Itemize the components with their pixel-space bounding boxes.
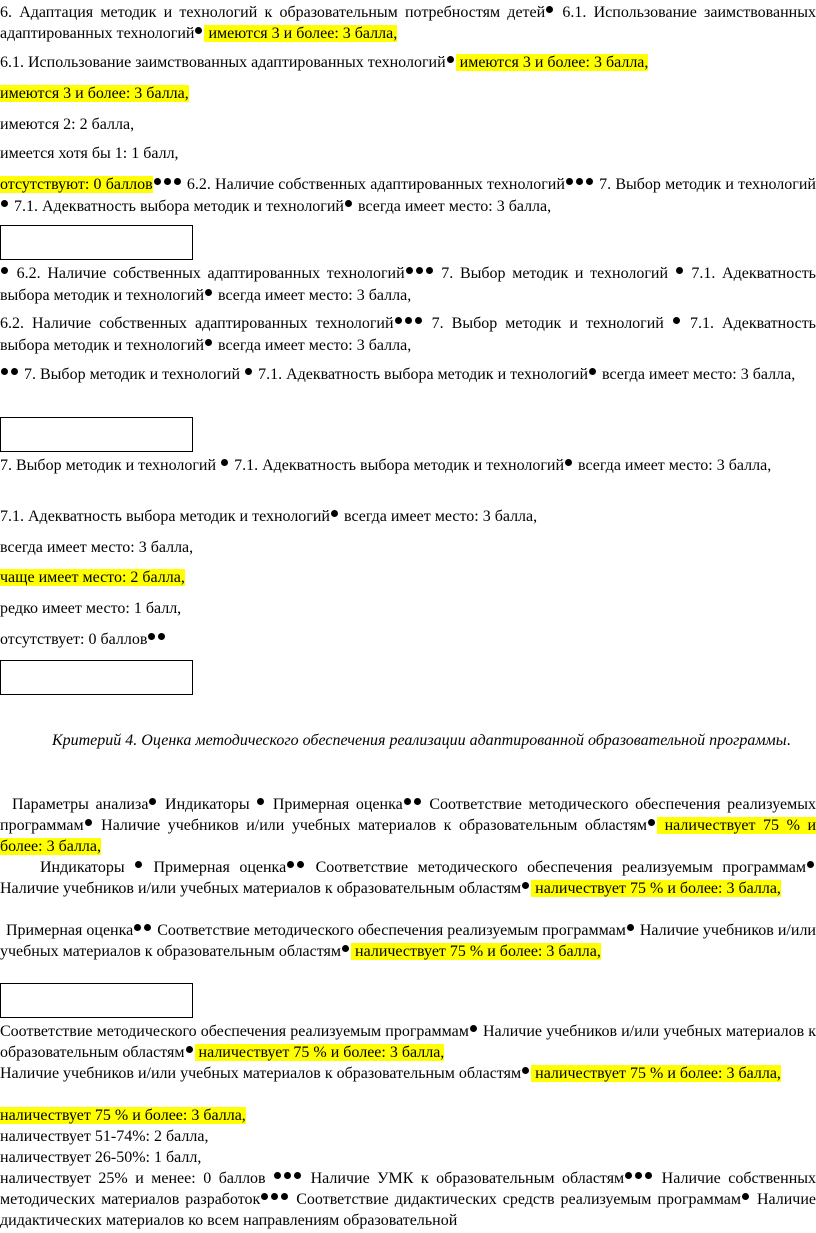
text-run: 6.2. Наличие собственных адаптированных технологий [0, 315, 394, 332]
highlighted-score: наличествует 75 % и более: 3 балла, [194, 1044, 445, 1061]
paragraph-7-1 [0, 506, 816, 528]
text-run: всегда имеет место: 3 балла, [574, 457, 772, 474]
text-run: 7.1. Адекватность выбора методик и технологий [0, 265, 816, 304]
bullet-icon [447, 56, 454, 63]
text-run: Примерная оценка [144, 859, 287, 876]
bullet-icon [205, 289, 212, 296]
text-run: наличествует 26-50%: 1 балл, [0, 1149, 202, 1166]
paragraph-umk [0, 1168, 816, 1231]
highlighted-score: наличествует 75 % и более: 3 балла, [0, 1107, 246, 1124]
bullet-icon [186, 1046, 193, 1053]
bullet-icon [673, 317, 680, 324]
bullet-icon [1, 200, 8, 207]
text-run: 6. Адаптация методик и технологий к образовательным потребностям детей [0, 4, 546, 21]
score-line [0, 567, 816, 589]
text-run: всегда имеет место: 3 балла, [339, 508, 538, 525]
text-run: отсутствует: 0 баллов [0, 631, 148, 648]
score-line [0, 1105, 816, 1126]
text-run: имеется хотя бы 1: 1 балл, [0, 145, 179, 162]
bullet-icon [742, 1193, 749, 1200]
text-run: всегда имеет место: 3 балла, [0, 539, 194, 556]
text-run: наличествует 25% и менее: 0 баллов [0, 1170, 274, 1187]
empty-box [0, 225, 193, 260]
highlighted-score: отсутствуют: 0 баллов [0, 176, 153, 193]
score-line [0, 1147, 816, 1168]
bullet-icon [648, 819, 655, 826]
text-run: Соответствие методического обеспечения реализуемых программам [0, 796, 816, 834]
bullet-icon [576, 178, 583, 185]
bullet-icon [11, 368, 18, 375]
text-run: всегда имеет место: 3 балла, [598, 366, 796, 383]
text-run: всегда имеет место: 3 балла, [214, 287, 412, 304]
text-run: 7. Выбор методик и технологий [594, 176, 816, 193]
bullet-icon [586, 178, 593, 185]
paragraph-7 [0, 455, 816, 477]
paragraph-indicators [0, 857, 816, 899]
highlighted-score: наличествует 75 % и более: 3 балла, [531, 1065, 781, 1082]
text-run: Примерная оценка [266, 796, 403, 813]
text-run: 6.2. Наличие собственных адаптированных технологий [182, 176, 565, 193]
text-run: Наличие УМК к образовательным областям [303, 1170, 625, 1187]
bullet-icon [281, 1193, 288, 1200]
highlighted-score: наличествует 75 % и более: 3 балла, [531, 880, 781, 897]
bullet-icon [149, 798, 156, 805]
text-run: 7.1. Адекватность выбора методик и технологий [0, 315, 816, 354]
bullet-icon [148, 633, 155, 640]
empty-box [0, 660, 193, 695]
text-run: Наличие собственных методических материалов разработок [0, 1170, 816, 1208]
criterion-title: Критерий 4. Оценка методического обеспечения реализации адаптированной образовательной программы [52, 732, 787, 749]
text-run: Наличие учебников и/или учебных материалов к образовательным областям [0, 880, 522, 897]
bullet-icon [144, 924, 151, 931]
bullet-icon [676, 267, 683, 274]
bullet-icon [274, 1172, 281, 1179]
text-run: имеются 2: 2 балла, [0, 116, 135, 133]
score-line [0, 1126, 816, 1147]
bullet-icon [245, 368, 252, 375]
score-line [0, 629, 816, 651]
text-run: 6.1. Использование заимствованных адаптированных технологий [0, 4, 816, 42]
bullet-icon [134, 924, 141, 931]
text-run: Примерная оценка [6, 922, 134, 939]
bullet-icon [261, 1193, 268, 1200]
empty-box [0, 983, 193, 1018]
text-run: 6.1. Использование заимствованных адаптированных технологий [0, 54, 446, 71]
highlighted-score: имеются 3 и более: 3 балла, [204, 25, 398, 42]
bullet-icon [287, 861, 294, 868]
bullet-icon [174, 178, 181, 185]
text-run: Наличие учебников и/или учебных материалов к образовательным областям [0, 922, 816, 960]
text-run: 7. Выбор методик и технологий [20, 366, 245, 383]
paragraph-7-bullet [0, 364, 816, 386]
bullet-icon [522, 882, 529, 889]
bullet-icon [470, 1025, 477, 1032]
highlighted-score: имеются 3 и более: 3 балла, [0, 85, 189, 102]
text-run: всегда имеет место: 3 балла, [353, 198, 552, 215]
bullet-icon [221, 459, 228, 466]
text-run: редко имеет место: 1 балл, [0, 600, 182, 617]
text-run: Индикаторы [40, 859, 135, 876]
text-run: 7. Выбор методик и технологий [423, 315, 672, 332]
bullet-icon [195, 27, 202, 34]
paragraph-6-2 [0, 313, 816, 357]
text-run: Наличие дидактических материалов ко всем направлениям образовательной [0, 1191, 816, 1229]
bullet-icon [342, 945, 349, 952]
bullet-icon [135, 861, 142, 868]
bullet-icon [154, 178, 161, 185]
bullet-icon [158, 633, 165, 640]
highlighted-score: наличествует 75 % и более: 3 балла, [351, 943, 601, 960]
bullet-icon [546, 6, 553, 13]
text-run: Соответствие дидактических средств реализуемым программам [290, 1191, 741, 1208]
bullet-icon [404, 798, 411, 805]
bullet-icon [625, 1172, 632, 1179]
score-line [0, 598, 816, 620]
bullet-icon [565, 459, 572, 466]
bullet-icon [331, 510, 338, 517]
empty-box [0, 417, 193, 452]
score-line [0, 83, 816, 105]
score-line [0, 537, 816, 559]
highlighted-score: чаще имеет место: 2 балла, [0, 569, 185, 586]
paragraph-6 [0, 2, 816, 44]
paragraph-6-2-bullet [0, 263, 816, 307]
bullet-icon [416, 267, 423, 274]
bullet-icon [294, 1172, 301, 1179]
bullet-icon [271, 1193, 278, 1200]
highlighted-score: наличествует 75 % и более: 3 балла, [0, 817, 816, 855]
score-line [0, 143, 816, 165]
text-run: 6.2. Наличие собственных адаптированных технологий [10, 265, 405, 282]
text-run: Наличие учебников и/или учебных материалов к образовательным областям [0, 1023, 816, 1061]
text-run: Соответствие методического обеспечения реализуемым программам [306, 859, 806, 876]
bullet-icon [635, 1172, 642, 1179]
bullet-icon [415, 317, 422, 324]
text-run: Соответствие методического обеспечения реализуемым программам [153, 922, 626, 939]
text-run: 7.1. Адекватность выбора методик и технологий [10, 198, 344, 215]
text-run: . [786, 732, 791, 749]
paragraph-estimate [0, 920, 816, 962]
criterion-heading [0, 730, 816, 752]
text-run: 7. Выбор методик и технологий [0, 457, 221, 474]
paragraph-compliance [0, 1021, 816, 1063]
bullet-icon [345, 200, 352, 207]
bullet-icon [414, 798, 421, 805]
bullet-icon [522, 1067, 529, 1074]
bullet-icon [284, 1172, 291, 1179]
text-run: Индикаторы [158, 796, 257, 813]
bullet-icon [1, 267, 8, 274]
bullet-icon [205, 339, 212, 346]
text-run: наличествует 51-74%: 2 балла, [0, 1128, 209, 1145]
text-run: Параметры анализа [12, 796, 149, 813]
bullet-icon [297, 861, 304, 868]
bullet-icon [164, 178, 171, 185]
bullet-icon [566, 178, 573, 185]
paragraph-none [0, 174, 816, 218]
paragraph-parameters [0, 794, 816, 857]
text-run: Наличие учебников и/или учебных материалов к образовательным областям [93, 817, 648, 834]
paragraph-textbooks [0, 1063, 816, 1084]
text-run: 7. Выбор методик и технологий [434, 265, 675, 282]
bullet-icon [395, 317, 402, 324]
score-line [0, 114, 816, 136]
text-run: 7.1. Адекватность выбора методик и технологий [230, 457, 565, 474]
bullet-icon [589, 368, 596, 375]
highlighted-score: имеются 3 и более: 3 балла, [455, 54, 649, 71]
text-run: 7.1. Адекватность выбора методик и технологий [254, 366, 589, 383]
paragraph-6-1 [0, 52, 816, 74]
text-run: всегда имеет место: 3 балла, [214, 337, 412, 354]
bullet-icon [405, 317, 412, 324]
bullet-icon [406, 267, 413, 274]
text-run: Соответствие методического обеспечения реализуемым программам [0, 1023, 469, 1040]
bullet-icon [426, 267, 433, 274]
bullet-icon [807, 861, 814, 868]
bullet-icon [85, 819, 92, 826]
bullet-icon [257, 798, 264, 805]
text-run: Наличие учебников и/или учебных материалов к образовательным областям [0, 1065, 522, 1082]
bullet-icon [645, 1172, 652, 1179]
bullet-icon [1, 368, 8, 375]
text-run: 7.1. Адекватность выбора методик и технологий [0, 508, 330, 525]
bullet-icon [627, 924, 634, 931]
